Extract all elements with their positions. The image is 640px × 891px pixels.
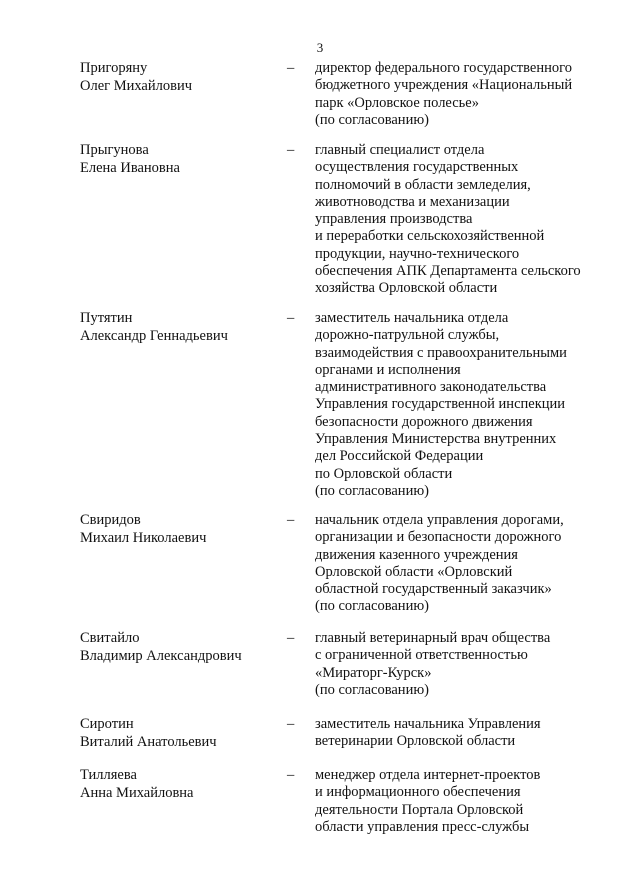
member-given-names: Александр Геннадьевич: [80, 327, 228, 344]
position-line: бюджетного учреждения «Национальный: [315, 77, 573, 94]
position-line: главный ветеринарный врач общества: [315, 630, 551, 646]
position-line: осуществления государственных: [315, 159, 519, 176]
member-name: [80, 767, 280, 802]
member-position: [315, 310, 615, 500]
position-line: заместитель начальника Управления: [315, 716, 541, 732]
position-line: организации и безопасности дорожного: [315, 529, 562, 546]
position-line: управления производства: [315, 211, 473, 228]
separator-dash: –: [287, 716, 295, 732]
position-line: продукции, научно-технического: [315, 245, 520, 262]
member-surname: Свитайло: [80, 630, 140, 646]
position-line: обеспечения АПК Департамента сельского: [315, 263, 581, 280]
position-line: (по согласованию): [315, 598, 429, 615]
member-name: [80, 142, 280, 177]
position-line: Управления государственной инспекции: [315, 396, 566, 413]
position-line: животноводства и механизации: [315, 193, 510, 210]
position-line: взаимодействия с правоохранительными: [315, 344, 567, 361]
position-line: с ограниченной ответственностью: [315, 647, 528, 664]
member-position: [315, 512, 615, 616]
position-line: административного законодательства: [315, 379, 547, 396]
position-line: начальник отдела управления дорогами,: [315, 512, 564, 528]
position-line: безопасности дорожного движения: [315, 413, 533, 430]
member-position: [315, 767, 615, 836]
position-line: области управления пресс-службы: [315, 818, 530, 835]
member-given-names: Владимир Александрович: [80, 647, 242, 664]
position-line: «Мираторг-Курск»: [315, 664, 432, 681]
member-surname: Свиридов: [80, 512, 141, 528]
separator-dash: –: [287, 767, 295, 783]
page-number: 3: [316, 40, 324, 55]
member-given-names: Анна Михайловна: [80, 784, 194, 801]
position-line: движения казенного учреждения: [315, 546, 518, 563]
position-line: главный специалист отдела: [315, 142, 485, 158]
position-line: Управления Министерства внутренних: [315, 431, 557, 448]
position-line: парк «Орловское полесье»: [315, 94, 479, 111]
member-position: [315, 630, 615, 699]
position-line: директор федерального государственного: [315, 60, 572, 76]
member-position: [315, 142, 615, 298]
member-surname: Путятин: [80, 310, 133, 326]
position-line: заместитель начальника отдела: [315, 310, 509, 326]
separator-dash: –: [287, 142, 295, 158]
position-line: и переработки сельскохозяйственной: [315, 228, 545, 245]
separator-dash: –: [287, 512, 295, 528]
separator-dash: –: [287, 60, 295, 76]
position-line: дорожно-патрульной службы,: [315, 327, 500, 344]
member-surname: Тилляева: [80, 767, 137, 783]
member-given-names: Олег Михайлович: [80, 77, 193, 94]
member-name: [80, 60, 280, 95]
position-line: менеджер отдела интернет-проектов: [315, 767, 541, 783]
separator-dash: –: [287, 310, 295, 326]
position-line: ветеринарии Орловской области: [315, 733, 516, 750]
position-line: деятельности Портала Орловской: [315, 801, 524, 818]
member-position: [315, 60, 615, 129]
position-line: органами и исполнения: [315, 361, 461, 378]
member-given-names: Виталий Анатольевич: [80, 733, 217, 750]
member-name: [80, 512, 280, 547]
member-position: [315, 716, 615, 751]
position-line: (по согласованию): [315, 111, 429, 128]
position-line: и информационного обеспечения: [315, 784, 521, 801]
member-given-names: Михаил Николаевич: [80, 529, 207, 546]
member-surname: Прыгунова: [80, 142, 149, 158]
member-name: [80, 630, 280, 665]
position-line: хозяйства Орловской области: [315, 280, 498, 297]
position-line: областной государственный заказчик»: [315, 581, 552, 598]
member-name: [80, 716, 280, 751]
member-given-names: Елена Ивановна: [80, 159, 180, 176]
position-line: (по согласованию): [315, 482, 429, 499]
member-name: [80, 310, 280, 345]
position-line: по Орловской области: [315, 465, 453, 482]
member-surname: Пригоряну: [80, 60, 148, 76]
member-surname: Сиротин: [80, 716, 134, 732]
position-line: Орловской области «Орловский: [315, 563, 513, 580]
position-line: дел Российской Федерации: [315, 448, 484, 465]
position-line: (по согласованию): [315, 681, 429, 698]
separator-dash: –: [287, 630, 295, 646]
position-line: полномочий в области земледелия,: [315, 176, 531, 193]
